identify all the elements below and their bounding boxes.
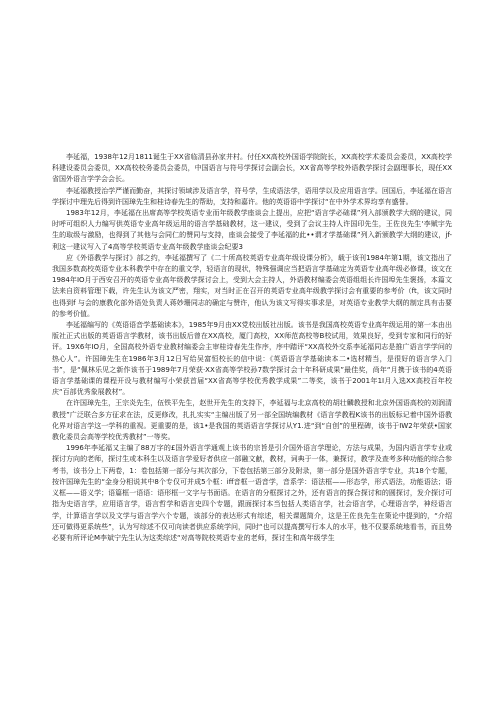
paragraph-phonetics-reader: 李延福编写的《英语语音学基础读本》，1985年9月由XX党校出版社出版。该书是我国高校英语专业高年级运用的第一本由出版社正式出版的英语语言学教材，该书出版后曾在XX高校，厦门高校，XX师范高校等B校试用，效果良好，受到专家和同行的好评。19X6年IO月，全国高校外语专业教材编委会主审桂诗春先生作序，序中踏评“XX高校外交系李延福同志是推广语言学学问的热心人”。许国璋先生在1986年3月12日写给吴富恒校长的信中说：《英语语言学基础读本二•选材精当，是很好的语言学入门书”，是“佩林乐见之新作该书于1989年7月荣获·XX省高等学校孙7数学探讨会十年科研成果”最佳奖，尚年“月携于该书的4英语语言学基础课的课程开设与教材编写小荣获首届“XX省高等学校优秀教学成果”二等奖，该书于2001年1I月入选XX高校百年校庆“百部优秀象展教材”。	[52, 321, 452, 397]
paragraph-course-analysis: 应《外语教学与探讨》部之约，李延福撰写了《二十所高校英语专业高年级设课分析》，载于该刊1984年第1期，该文指出了我国多数高校英语专业本科教学中存在的重文学，轻语言的现状，特殊强调应当把语言学基础定为英语专业高年级必修课，该文在1984年IO月于西安召开的英语专业高年级教学探讨会上，受到大会主持人，外语教材编委会英语组组长许国埠先生褒扬，本篇文法来自资料管理下载，许先生认为该文严密，翔实，对当时正在召开的英语专业高年级教学探讨会有重要的参考价（ft，该文同时也得到f 与会的康教化部外语处负责人蒋妙珊同志的确定与赞许，他认为该文写得实事求是，对英语专业教学大纲的制定具有击要的参考价值。	[52, 253, 452, 318]
paragraph-1983-proposal: 1983年12月，李延福在出席高等学校英语专业而年级教学座谈会上提出，应把“语言学必础课”列入部颁教学大纲的建议，同时呼可组织人力编写供英语专业高年级运用的语言学基础教材，这一建议，受到了会议主持人许国印先生，王佐良先生‘李赋宇先生的取级与激励，也得到了其他与会同仁的赞同与支持，座谈会接受了李延福的此••谓才学基础课”列入新颁教学大纲的建议，jf-利这一建议写入了4高等学校英语专业高年级教学座谈会纪要3	[52, 209, 452, 251]
paragraph-linguistics-overview: 1996年李延福又主编了88万字的£国外语言学通观上该书的宗旨是引介国外语言学理论，方法与成果，为国内语言学专业或探讨方向的老师，探讨生或本科生以及语言学爱好者供应一部融文献，教材，词典于一体，兼探讨，教学及查考多种功能的综合参考书，该书分上下两卷，1：卷包括第一部分与其次部分，下卷包括第三部分及附录，第一部分是国外语言学专业，共18个专题，按许国璋先生的“金身分相说其中8个专仅可并成5个框：iff音框一语音学，音系学：语法框——形态学，形式语法，功能语法；语义框——语义学；语篇框一语语：语形框一文字与书面语。在语言的分框探讨之外，还有语言的探合探讨和的圆探讨，发介探讨可指为史语言学，应用语言学，语言哲学和语言史四个专题，跟面探讨本当包括人类语言学，社会语言学，心理语言学，神经语言学，计算语言学以及文学与语言学六个专题，该部分的表达形式有综述，相关课题简介，这是王佐良先生在策论中提到的，“介绍还可做得更系统些”，认为写综述不仅可向读者供应系统学问，同时“也可以提高撰写行本人的水平，他不仅要系统地看书，而且势必要有所评论M李斌宁先生认为这类综述“对高等院校英语专业的老师，探讨生和高年级学生	[52, 444, 452, 542]
paragraph-research: 李延福教授治学严谨而勤奋，其探讨领域涉及语言学，符号学，生成语法学，语用学以及应用语言学。回国后，李延福在语言学探讨中理先后得到许国璋先生和桂诗春先生的帮助，支持和嘉许。他的英语语中学探讨“在中外学术界均享有盛誉。	[52, 186, 452, 206]
document-page	[52, 152, 452, 700]
paragraph-linguistics-course: 在许国璋先生，王宗炎先生，伍铁平先生，赵世开先生的支持下，李延福与北京高校的胡壮麟教授和北京外国语高校的刘润清教授”广泛联合多方征求在法，反更修改，扎扎实实“主编出版了另一部全国统编教材《语言学教程K该书的出版标记着中国外语教化界对语言学这一学科的重视。更重要的是，该1•是我国的英语语言学探讨从Y1.进“到“自创”的里程碑，该书于IW2年荣获•国家教化委员会高等学校优秀教材”一等奖。	[52, 399, 452, 442]
paragraph-biography: 李延福，1938年12月1811诞生于XX省临清县孙家井村。付任XX高校外国语学院院长，XX高校学术委员会委员，XX高校学科建设委员会委员，XX高校校务委员会委员，中国语言与符号学探讨会副会长，XX省高等学校外语教学探讨会副理事长，现任XX省国外语言学学会会长。	[52, 153, 452, 184]
